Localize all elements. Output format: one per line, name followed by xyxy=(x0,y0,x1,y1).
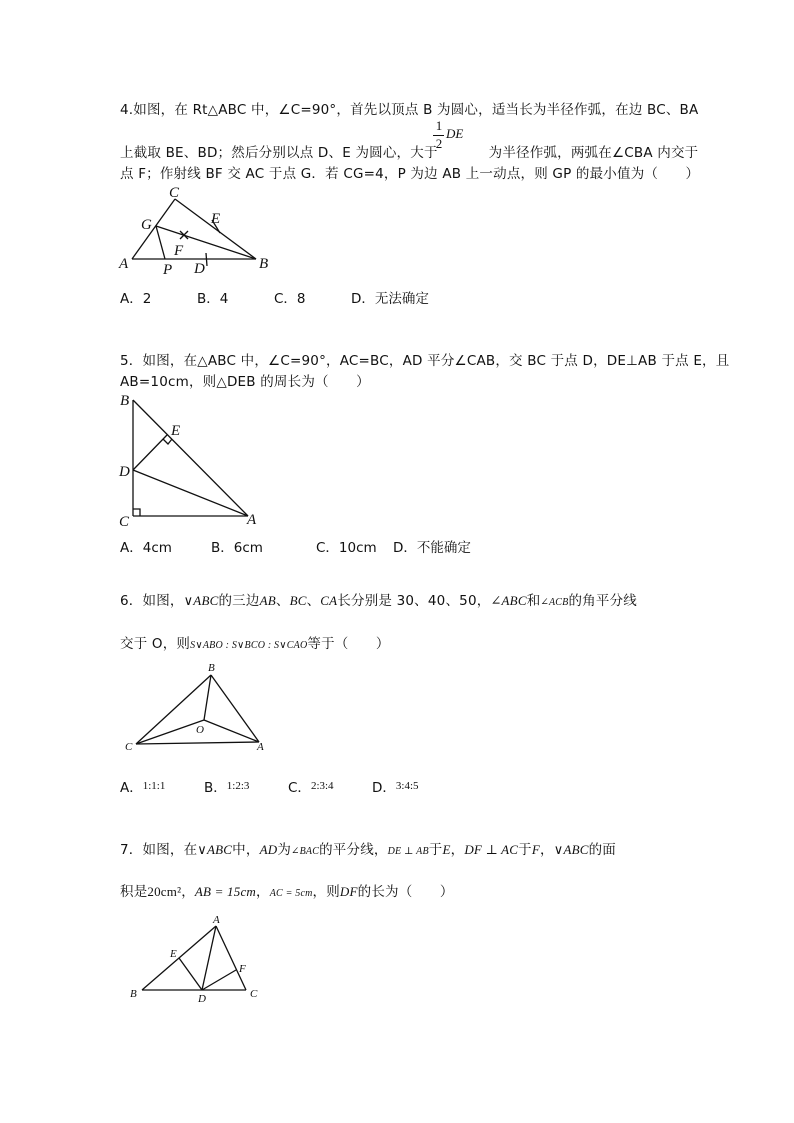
q4-arc-d xyxy=(206,253,207,266)
q7-comma-3: ， xyxy=(181,884,195,900)
q4-label-b: B xyxy=(259,256,269,272)
q7-text-at-1: 于 xyxy=(428,842,443,858)
q6-angle-abc: ∠ABC xyxy=(490,593,527,608)
q5-option-c[interactable]: C．10cm xyxy=(316,540,377,556)
q7-angle-bac: ∠BAC xyxy=(291,846,320,857)
q7-text-bisector: 的平分线， xyxy=(319,842,388,858)
q7-text-then: ，则 xyxy=(312,884,340,900)
q4-line-2 xyxy=(120,141,698,161)
q4-label-g: G xyxy=(141,217,152,233)
q6-triangle: ∨ABC xyxy=(183,593,219,608)
q6-side-ca xyxy=(136,742,259,744)
q7-triangle-2: ∨ABC xyxy=(553,842,589,857)
q5-label-b: B xyxy=(120,393,130,409)
q4-frac-de: DE xyxy=(446,126,464,141)
q4-option-a[interactable]: A．2 xyxy=(120,291,152,307)
q7-point-e: E xyxy=(442,842,451,857)
q6-option-b-value: 1:2:3 xyxy=(226,780,250,792)
q6-line-1 xyxy=(120,589,637,609)
q7-df-query: DF xyxy=(339,884,358,899)
q7-text-length-is: 的长为（ ） xyxy=(357,884,454,900)
q6-text-and: 和 xyxy=(526,593,541,609)
q7-line-1 xyxy=(120,838,616,858)
q5-right-angle-c xyxy=(133,509,140,516)
q4-frac-numerator: 1 xyxy=(435,118,443,133)
q5-label-e: E xyxy=(171,423,181,439)
q7-ab-length: AB = 15cm xyxy=(194,884,257,899)
q5-figure xyxy=(110,388,270,530)
q5-label-a: A xyxy=(247,512,257,528)
q4-option-b[interactable]: B．4 xyxy=(197,291,229,307)
q7-triangle: ∨ABC xyxy=(197,842,233,857)
q6-angle-acb: ∠ACB xyxy=(540,597,569,608)
q4-label-e: E xyxy=(211,211,221,227)
q6-option-c-value: 2:3:4 xyxy=(310,780,334,792)
q7-label-c: C xyxy=(250,988,258,1000)
q7-side-ac xyxy=(216,926,246,990)
q6-label-b: B xyxy=(208,662,215,674)
q6-option-c[interactable] xyxy=(288,776,334,796)
q4-line-2-part-a: 上截取 BE、BD；然后分别以点 D、E 为圆心，大于 xyxy=(120,145,438,161)
q4-label-p: P xyxy=(163,262,173,278)
q5-label-d: D xyxy=(119,464,130,480)
q7-label-b: B xyxy=(130,988,137,1000)
q7-df-perp-ac: DF ⊥ AC xyxy=(464,842,519,857)
q5-label-c: C xyxy=(119,514,130,530)
q5-segment-ad xyxy=(133,470,248,516)
q6-option-b-letter: B． xyxy=(204,780,227,796)
q6-text-intro: 6．如图， xyxy=(120,593,184,609)
q4-figure xyxy=(110,180,290,280)
q7-comma-2: ， xyxy=(540,842,554,858)
q5-line-2: AB=10cm，则△DEB 的周长为（ ） xyxy=(120,374,370,390)
q6-separator-1: 、 xyxy=(275,593,290,609)
q4-segment-gp xyxy=(156,226,165,259)
q6-option-c-letter: C． xyxy=(288,780,311,796)
q6-label-o: O xyxy=(196,724,204,736)
q7-text-is-area: 积是 xyxy=(120,884,148,900)
q7-segment-de xyxy=(179,958,202,990)
q6-text-lengths: 长分别是 30、40、50， xyxy=(337,593,491,609)
q6-text-sides: 的三边 xyxy=(218,593,260,609)
q4-label-f: F xyxy=(174,243,184,259)
q5-option-b[interactable]: B．6cm xyxy=(211,540,263,556)
q5-side-ab xyxy=(133,400,248,516)
q7-label-e: E xyxy=(170,948,177,960)
q7-ac-length: AC = 5cm xyxy=(269,888,313,899)
q7-label-d: D xyxy=(198,993,206,1005)
q6-text-equals: 等于（ ） xyxy=(307,636,390,652)
q7-text-is: 为 xyxy=(277,842,292,858)
q6-separator-2: 、 xyxy=(306,593,321,609)
q7-comma-1: ， xyxy=(450,842,465,858)
q7-segment-ad: AD xyxy=(259,842,278,857)
q5-option-a[interactable]: A．4cm xyxy=(120,540,172,556)
q7-comma-4: ， xyxy=(256,884,270,900)
q4-label-a: A xyxy=(119,256,129,272)
q7-text-in: 中， xyxy=(232,842,260,858)
q6-option-d[interactable] xyxy=(372,776,419,796)
q6-option-a[interactable] xyxy=(120,776,165,796)
q7-text-intro: 7．如图，在 xyxy=(120,842,198,858)
q6-option-d-letter: D． xyxy=(372,780,396,796)
q6-option-b[interactable] xyxy=(204,776,249,796)
q6-line-2 xyxy=(120,632,390,652)
q6-label-c: C xyxy=(125,741,133,753)
q7-figure xyxy=(120,910,270,1005)
q4-option-c[interactable]: C．8 xyxy=(274,291,306,307)
q7-de-perp-ab: DE ⊥ AB xyxy=(387,846,429,857)
q6-side-ab: AB xyxy=(259,593,276,608)
q4-line-1: 4.如图，在 Rt△ABC 中，∠C=90°，首先以顶点 B 为圆心，适当长为半径作弧，在边 BC、BA xyxy=(120,102,699,118)
q6-text-bisector: 的角平分线 xyxy=(568,593,637,609)
q7-area-value: 20cm² xyxy=(147,884,182,899)
q4-side-cb xyxy=(175,199,256,259)
q5-line-1: 5．如图，在△ABC 中，∠C=90°，AC=BC，AD 平分∠CAB，交 BC 于点 D，DE⊥AB 于点 E，且 xyxy=(120,353,730,369)
q5-option-d[interactable]: D．不能确定 xyxy=(393,540,471,556)
q6-option-a-value: 1:1:1 xyxy=(142,780,166,792)
q4-frac-denominator: 2 xyxy=(435,136,443,151)
q4-label-c: C xyxy=(169,185,180,201)
q7-label-a: A xyxy=(213,914,220,926)
q4-line-2-part-b: 为半径作弧，两弧在∠CBA 内交于 xyxy=(488,145,699,161)
q6-side-ca: CA xyxy=(320,593,338,608)
q6-segment-oc xyxy=(136,720,204,744)
q6-label-a: A xyxy=(257,741,264,753)
q5-segment-de xyxy=(133,435,167,470)
q7-line-2 xyxy=(120,880,454,900)
q4-line-3: 点 F；作射线 BF 交 AC 于点 G．若 CG=4，P 为边 AB 上一动点，则 GP 的最小值为（ ） xyxy=(120,166,700,182)
q7-text-area: 的面 xyxy=(588,842,617,858)
q6-figure xyxy=(120,660,275,754)
q7-point-f: F xyxy=(531,842,541,857)
q6-side-bc: BC xyxy=(289,593,307,608)
q5-right-angle-e xyxy=(163,439,172,444)
q6-segment-ob xyxy=(204,675,211,720)
q7-label-f: F xyxy=(239,963,246,975)
q7-segment-df xyxy=(202,970,236,990)
q7-text-at-2: 于 xyxy=(518,842,532,858)
q4-label-d: D xyxy=(194,261,205,277)
q6-area-ratio: S∨ABO : S∨BCO : S∨CAO xyxy=(190,640,308,651)
q6-option-a-letter: A． xyxy=(120,780,143,796)
q6-text-meet: 交于 O，则 xyxy=(120,636,191,652)
q6-option-d-value: 3:4:5 xyxy=(395,780,419,792)
q4-side-ac xyxy=(132,199,175,259)
q4-option-d[interactable]: D．无法确定 xyxy=(351,291,429,307)
